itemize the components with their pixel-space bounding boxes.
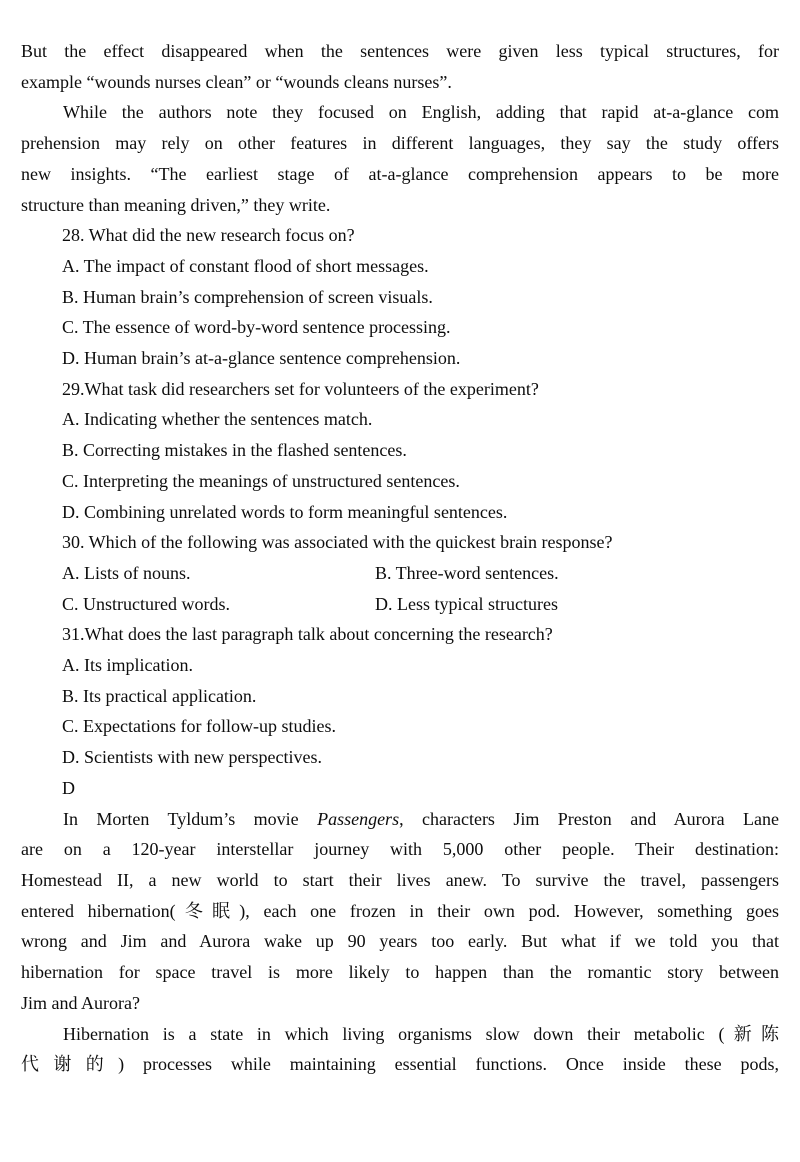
question-30: 30. Which of the following was associated with the quickest brain response?: [62, 532, 613, 553]
option-28-b: B. Human brain’s comprehension of screen visuals.: [62, 286, 433, 307]
passage-c-line-4: prehension may rely on other features in different languages, they say the study offers: [21, 133, 779, 154]
option-31-b: B. Its practical application.: [62, 685, 257, 706]
passage-c-line-2: example “wounds nurses clean” or “wounds cleans nurses”.: [21, 71, 452, 92]
option-30-ab-left: A. Lists of nouns.: [62, 562, 191, 583]
option-30-cd-left: C. Unstructured words.: [62, 593, 230, 614]
option-30-cd-right: D. Less typical structures: [375, 593, 558, 614]
option-30-cd: [21, 589, 779, 620]
option-30-ab-right: B. Three-word sentences.: [375, 562, 559, 583]
passage-c-line-6: structure than meaning driven,” they write.: [21, 194, 331, 215]
passage-d-line-9: 代谢的) processes while maintaining essential functions. Once inside these pods,: [21, 1054, 779, 1075]
passage-c-line-5: new insights. “The earliest stage of at-a-glance comprehension appears to be more: [21, 163, 779, 184]
option-29-b: B. Correcting mistakes in the flashed sentences.: [62, 440, 407, 461]
question-29: 29.What task did researchers set for volunteers of the experiment?: [62, 378, 539, 399]
passage-d-line-5: wrong and Jim and Aurora wake up 90 years too early. But what if we told you that: [21, 931, 779, 952]
option-29-a: A. Indicating whether the sentences match.: [62, 409, 373, 430]
question-28: 28. What did the new research focus on?: [62, 225, 355, 246]
passage-c-line-3: While the authors note they focused on English, adding that rapid at-a-glance com: [63, 102, 779, 123]
section-d-label: D: [62, 777, 75, 798]
option-28-a: A. The impact of constant flood of short messages.: [62, 255, 429, 276]
passage-d-line-2: are on a 120-year interstellar journey with 5,000 other people. Their destination:: [21, 839, 779, 860]
option-31-d: D. Scientists with new perspectives.: [62, 747, 322, 768]
passage-d-line-8: Hibernation is a state in which living organisms slow down their metabolic (新陈: [63, 1023, 779, 1044]
passage-d-line-3: Homestead II, a new world to start their lives anew. To survive the travel, passengers: [21, 869, 779, 890]
passage-d-line-6: hibernation for space travel is more likely to happen than the romantic story between: [21, 962, 779, 983]
passage-c-line-1: But the effect disappeared when the sentences were given less typical structures, for: [21, 41, 779, 61]
option-31-c: C. Expectations for follow-up studies.: [62, 716, 336, 737]
passage-d-line-1: In Morten Tyldum’s movie Passengers, characters Jim Preston and Aurora Lane: [63, 808, 779, 829]
option-31-a: A. Its implication.: [62, 655, 193, 676]
option-30-ab: [21, 558, 779, 589]
option-28-d: D. Human brain’s at-a-glance sentence comprehension.: [62, 348, 461, 369]
passage-d-line-7: Jim and Aurora?: [21, 992, 140, 1013]
question-31: 31.What does the last paragraph talk about concerning the research?: [62, 624, 553, 645]
option-29-d: D. Combining unrelated words to form meaningful sentences.: [62, 501, 508, 522]
option-29-c: C. Interpreting the meanings of unstructured sentences.: [62, 470, 460, 491]
option-28-c: C. The essence of word-by-word sentence processing.: [62, 317, 451, 338]
passage-d-line-4: entered hibernation(冬眠), each one frozen in their own pod. However, something goes: [21, 900, 779, 921]
